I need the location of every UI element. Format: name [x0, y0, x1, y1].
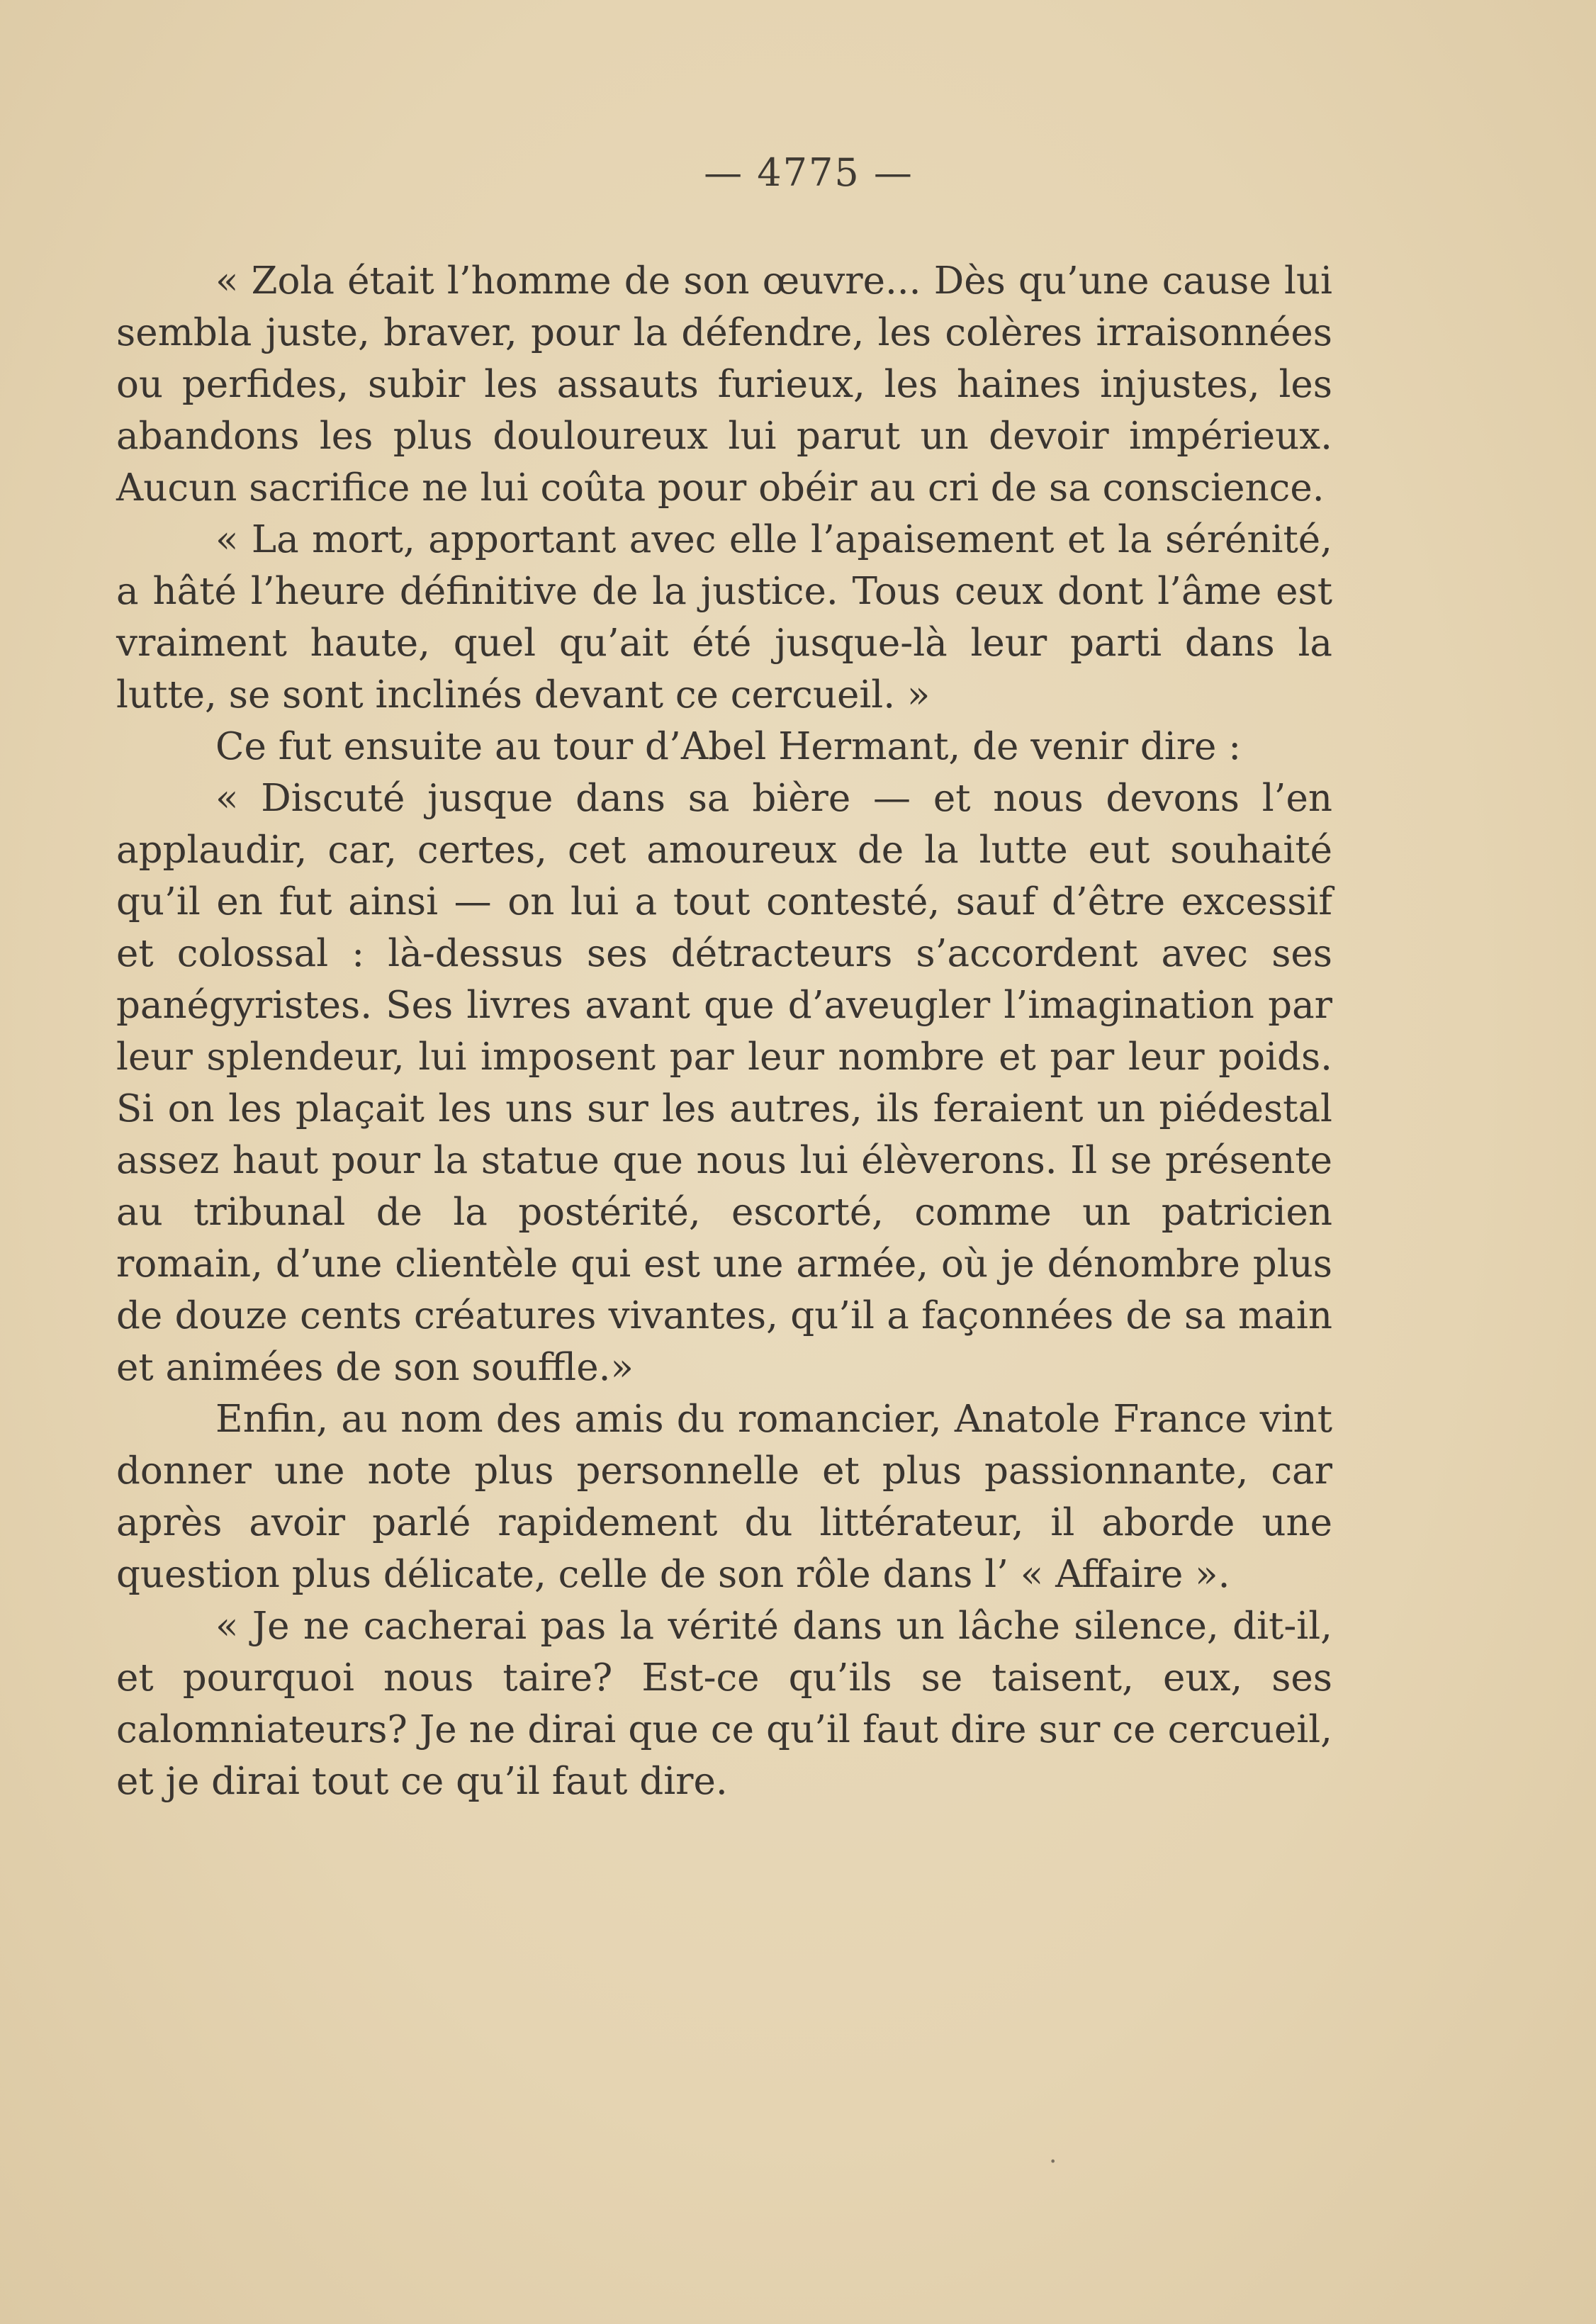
paragraph-discute: « Discuté jusque dans sa bière — et nous devons l’en applaudir, car, certes, cet amoureux de la lutte eut souhaité qu’il en fut ainsi — on lui a tout contesté, sauf d’être excessif et colossal : là-dessus ses détracteurs s’accordent avec ses panégyristes. Ses livres avant que d’aveugler l’imagination par leur splendeur, lui imposent par leur nombre et par leur poids. Si on les plaçait les uns sur les autres, ils feraient un piédestal assez haut pour la statue que nous lui élèverons. Il se présente au tribunal de la postérité, escorté, comme un patricien romain, d’une clientèle qui est une armée, où je dénombre plus de douze cents créatures vivantes, qu’il a façonnées de sa main et animées de son souffle.»	[116, 777, 1332, 1389]
paragraph-la-mort: « La mort, apportant avec elle l’apaisement et la sérénité, a hâté l’heure définitive de la justice. Tous ceux dont l’âme est vraiment haute, quel qu’ait été jusque-là leur parti dans la lutte, se sont inclinés devant ce cercueil. »	[116, 518, 1332, 717]
paragraph-zola-oeuvre: « Zola était l’homme de son œuvre... Dès qu’une cause lui sembla juste, braver, pour la défendre, les colères irraisonnées ou perfides, subir les assauts furieux, les haines injustes, les abandons les plus douloureux lui parut un devoir impérieux. Aucun sacrifice ne lui coûta pour obéir au cri de sa conscience.	[116, 259, 1332, 510]
paragraph-je-ne-cacherai: « Je ne cacherai pas la vérité dans un lâche silence, dit-il, et pourquoi nous taire? Est-ce qu’ils se taisent, eux, ses calomniateurs? Je ne dirai que ce qu’il faut dire sur ce cercueil, et je dirai tout ce qu’il faut dire.	[116, 1605, 1332, 1803]
ink-speck: ·	[1049, 2148, 1057, 2177]
paragraph-abel-hermant: Ce fut ensuite au tour d’Abel Hermant, de venir dire :	[215, 725, 1242, 768]
paragraph-anatole-france: Enfin, au nom des amis du romancier, Anatole France vint donner une note plus personnelle et plus passionnante, car après avoir parlé rapidement du littérateur, il aborde une question plus délicate, celle de son rôle dans l’ « Affaire ».	[116, 1398, 1332, 1596]
page-number: — 4775 —	[704, 150, 914, 195]
body-text	[116, 255, 1332, 1807]
